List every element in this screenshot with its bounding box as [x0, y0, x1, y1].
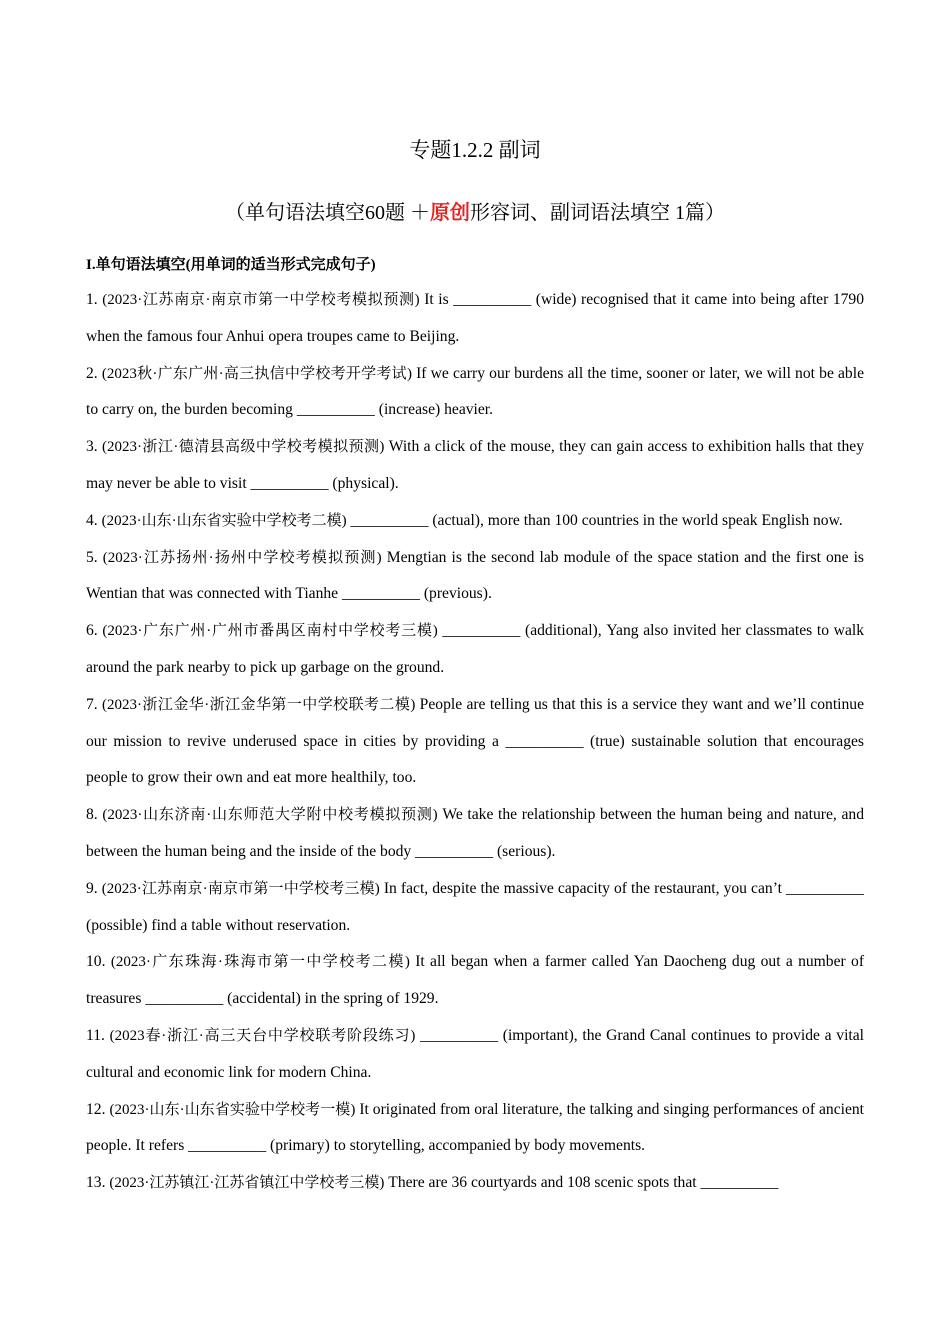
question-number: 13.	[86, 1174, 106, 1192]
page-subtitle	[0, 198, 950, 228]
question-list	[86, 282, 864, 1202]
question-text: It originated from oral literature, the talking and singing performances of ancient people. It refers __________ (primary) to storytelling, accompanied by body movements.	[86, 1100, 865, 1155]
question-item	[86, 1018, 864, 1092]
question-source: (2023春·浙江·高三天台中学校联考阶段练习)	[109, 1027, 416, 1044]
question-text: We take the relationship between the human being and nature, and between the human being and the inside of the body __________ (serious).	[86, 806, 864, 860]
question-source: (2023秋·广东广州·高三执信中学校考开学考试)	[101, 365, 412, 382]
subtitle-after: 形容词、副词语法填空 1篇）	[470, 202, 725, 224]
question-source: (2023·浙江·德清县高级中学校考模拟预测)	[102, 439, 385, 456]
question-source: (2023·山东·山东省实验中学校考一模)	[109, 1101, 356, 1118]
question-source: (2023·江苏扬州·扬州中学校考模拟预测)	[102, 549, 382, 566]
question-source: (2023·江苏南京·南京市第一中学校考模拟预测)	[102, 292, 420, 308]
question-item	[86, 540, 864, 614]
section-heading: I.单句语法填空(用单词的适当形式完成句子)	[86, 257, 376, 273]
question-source: (2023·浙江金华·浙江金华第一中学校联考二模)	[102, 696, 416, 713]
question-number: 5.	[86, 548, 98, 566]
question-text: People are telling us that this is a service they want and we’ll continue our mission to revive underused space in cities by providing a __________ (true) sustainable solution that encourages people to grow their own and eat more healthily, too.	[86, 695, 865, 787]
question-item	[86, 797, 864, 871]
question-text: In fact, despite the massive capacity of the restaurant, you can’t __________ (possible) find a table without reservation.	[86, 879, 864, 934]
question-source: (2023·广东珠海·珠海市第一中学校考二模)	[110, 954, 410, 971]
question-text: __________ (actual), more than 100 countries in the world speak English now.	[350, 511, 843, 529]
question-text: It all began when a farmer called Yan Daocheng dug out a number of treasures __________ (accidental) in the spring of 1929.	[86, 953, 865, 1008]
question-number: 9.	[86, 879, 98, 897]
question-item	[86, 1092, 864, 1166]
question-item	[86, 356, 864, 430]
question-source: (2023·江苏镇江·江苏省镇江中学校考三模)	[109, 1175, 385, 1192]
question-number: 7.	[86, 695, 98, 713]
page-title: 专题1.2.2 副词	[409, 138, 541, 162]
question-item	[86, 613, 864, 687]
question-item	[86, 944, 864, 1018]
question-text: There are 36 courtyards and 108 scenic spots that __________	[388, 1174, 779, 1192]
question-item	[86, 282, 864, 356]
question-text: With a click of the mouse, they can gain access to exhibition halls that they may never be able to visit __________ (physical).	[86, 438, 865, 492]
question-source: (2023·江苏南京·南京市第一中学校考三模)	[101, 880, 380, 897]
question-number: 3.	[86, 438, 98, 456]
question-number: 2.	[86, 364, 98, 382]
question-item	[86, 687, 864, 797]
question-text: It is __________ (wide) recognised that it came into being after 1790 when the famous four Anhui opera troupes came to Beijing.	[86, 291, 865, 345]
question-item	[86, 429, 864, 503]
question-number: 11.	[86, 1026, 105, 1044]
question-number: 10.	[86, 953, 106, 971]
question-source: (2023·山东·山东省实验中学校考二模)	[101, 512, 347, 529]
question-number: 1.	[86, 291, 98, 308]
question-number: 12.	[86, 1100, 106, 1118]
question-source: (2023·广东广州·广州市番禺区南村中学校考三模)	[102, 623, 438, 640]
question-item	[86, 871, 864, 945]
question-text: If we carry our burdens all the time, sooner or later, we will not be able to carry on, the burden becoming __________ (increase) heavier.	[86, 364, 864, 419]
question-source: (2023·山东济南·山东师范大学附中校考模拟预测)	[102, 807, 438, 824]
question-number: 8.	[86, 806, 98, 824]
question-item	[86, 503, 864, 540]
question-item	[86, 1165, 864, 1202]
question-number: 6.	[86, 622, 98, 640]
question-text: __________ (important), the Grand Canal continues to provide a vital cultural and economic link for modern China.	[86, 1026, 865, 1081]
question-number: 4.	[86, 511, 98, 529]
subtitle-highlight: 原创	[430, 202, 470, 224]
subtitle-before: （单句语法填空60题 ＋	[225, 202, 430, 224]
question-text: Mengtian is the second lab module of the space station and the first one is Wentian that was connected with Tianhe __________ (previous).	[86, 548, 864, 603]
question-text: __________ (additional), Yang also invited her classmates to walk around the park nearby to pick up garbage on the ground.	[86, 622, 864, 676]
